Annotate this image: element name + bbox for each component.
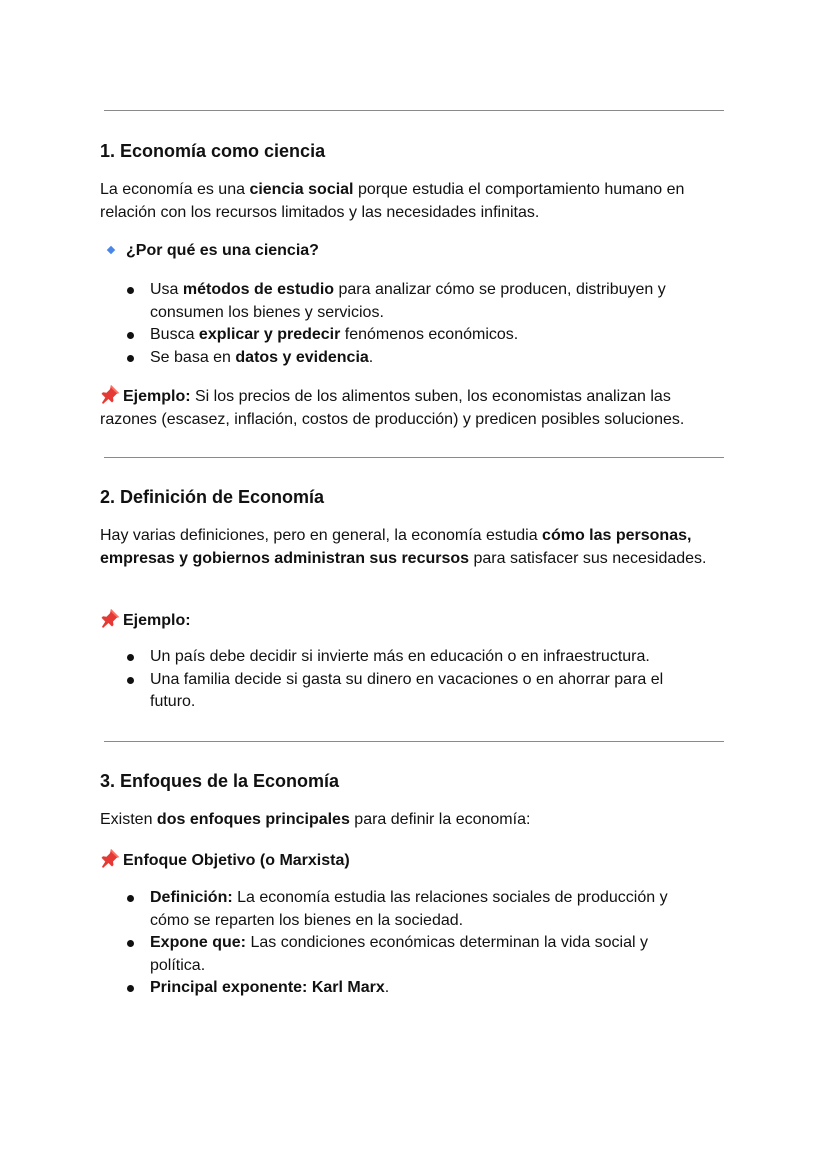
section-3-intro (100, 809, 724, 832)
section-2-title: 2. Definición de Economía (100, 487, 325, 507)
text: Usa (150, 281, 183, 298)
section-3-approach (100, 848, 724, 873)
text-bold: métodos de estudio (182, 281, 335, 298)
divider (104, 110, 724, 111)
bullet-dot (127, 895, 134, 902)
question-text: ¿Por qué es una ciencia? (126, 242, 319, 259)
divider (104, 457, 724, 458)
bullet-dot (127, 287, 134, 294)
section-1-question (100, 240, 724, 263)
divider (104, 741, 724, 742)
list-item (100, 932, 700, 977)
text: para definir la economía: (349, 811, 531, 828)
example-text: Si los precios de los alimentos suben, los economistas analizan las razones (escasez, inflación, costos de producción) y predicen posibles soluciones. (100, 388, 685, 428)
example-label: Ejemplo: (123, 612, 191, 629)
text: . (368, 348, 374, 366)
list-item (100, 646, 700, 669)
example-label: Ejemplo: (123, 388, 191, 405)
text: La economía es una (100, 181, 250, 198)
bullet-dot (127, 355, 134, 362)
text: Existen (100, 811, 157, 828)
section-2-example (100, 608, 724, 633)
list-item (100, 977, 700, 1000)
section-1-title: 1. Economía como ciencia (100, 141, 326, 161)
text: . (384, 979, 390, 996)
text: La economía estudia las relaciones sociales de producción y cómo se reparten los bienes en la sociedad. (150, 889, 668, 929)
text-bold: ciencia social (249, 181, 354, 198)
list-item (100, 887, 700, 932)
text-bold: datos y evidencia (235, 348, 369, 366)
pushpin-icon (100, 608, 120, 628)
section-2-intro (100, 525, 724, 570)
text: porque estudia el comportamiento humano en relación con los recursos limitados y las necesidades infinitas. (100, 181, 685, 221)
text-bold: explicar y predecir (198, 326, 341, 343)
text: Las condiciones económicas determinan la vida social y política. (150, 934, 649, 974)
text: Hay varias definiciones, pero en general, la economía estudia (100, 527, 543, 544)
section-2-bullets (100, 646, 700, 714)
bullet-dot (127, 985, 134, 992)
section-1-intro (100, 179, 724, 224)
section-3-title: 3. Enfoques de la Economía (100, 771, 340, 791)
list-item (100, 324, 700, 347)
text-bold: cómo las personas, empresas y gobiernos administran sus recursos (100, 527, 692, 567)
pushpin-icon (100, 848, 120, 868)
text: Busca (150, 326, 199, 343)
approach-title: Enfoque Objetivo (o Marxista) (123, 852, 350, 869)
bullet-dot (127, 332, 134, 339)
text: Se basa en (150, 348, 236, 366)
text: para satisfacer sus necesidades. (469, 549, 707, 567)
text: fenómenos económicos. (340, 326, 519, 343)
bullet-dot (127, 654, 134, 661)
list-item (100, 347, 700, 370)
diamond-bullet-icon (107, 246, 115, 254)
text: Un país debe decidir si invierte más en educación o en infraestructura. (150, 648, 650, 665)
text: Una familia decide si gasta su dinero en vacaciones o en ahorrar para el futuro. (150, 670, 664, 710)
list-item (100, 279, 700, 324)
text-bold: Expone que: (150, 934, 247, 951)
section-1-example (100, 384, 724, 431)
text-bold: dos enfoques principales (156, 811, 350, 828)
section-3-bullets (100, 887, 700, 1000)
list-item (100, 669, 700, 714)
text-bold: Definición: (150, 889, 233, 906)
bullet-dot (127, 677, 134, 684)
text-bold: Principal exponente: Karl Marx (150, 979, 385, 996)
bullet-dot (127, 940, 134, 947)
pushpin-icon (100, 384, 120, 404)
section-1-bullets (100, 279, 700, 369)
text: para analizar cómo se producen, distribuyen y consumen los bienes y servicios. (150, 281, 666, 321)
